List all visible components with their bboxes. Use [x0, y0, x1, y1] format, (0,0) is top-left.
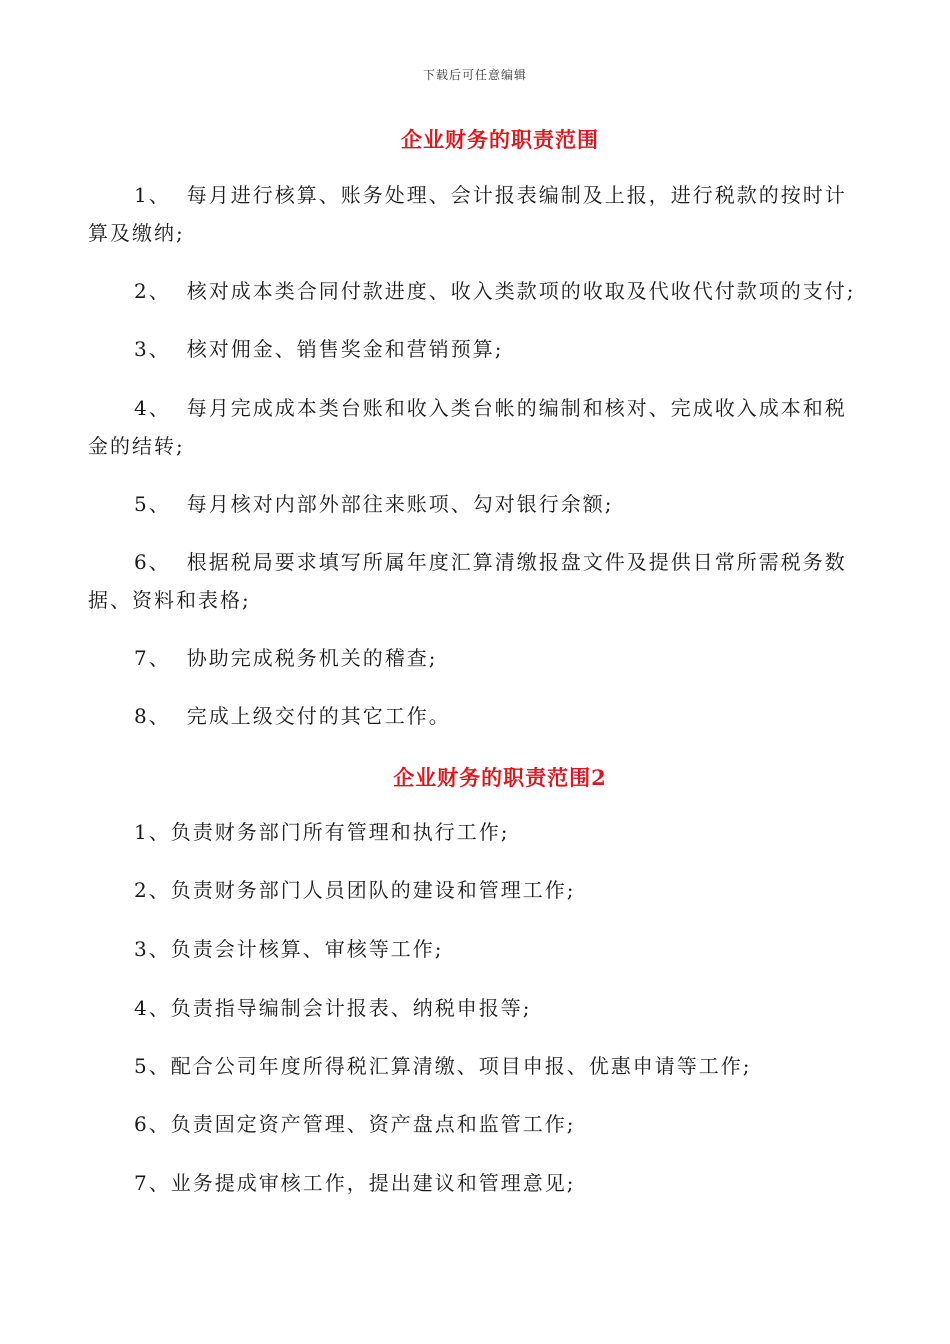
item-text: 每月完成成本类台账和收入类台帐的编制和核对、完成收入成本和税金的结转; — [88, 396, 847, 458]
list-item-1-5 — [88, 485, 868, 523]
item-number: 4、 — [134, 996, 171, 1020]
list-item-1-6 — [88, 543, 868, 619]
item-number: 7、 — [134, 1171, 171, 1195]
list-item-2-5 — [88, 1047, 868, 1085]
header-note: 下载后可任意编辑 — [422, 68, 527, 82]
item-text: 负责指导编制会计报表、纳税申报等; — [170, 996, 532, 1020]
item-number: 8、 — [134, 704, 171, 728]
item-text: 负责财务部门所有管理和执行工作; — [170, 820, 510, 844]
item-number: 6、 — [134, 550, 171, 574]
item-text: 业务提成审核工作，提出建议和管理意见; — [170, 1171, 576, 1195]
item-text: 每月核对内部外部往来账项、勾对银行余额; — [186, 492, 614, 516]
list-item-2-6 — [88, 1105, 868, 1143]
item-number: 1、 — [134, 820, 171, 844]
item-text: 核对成本类合同付款进度、收入类款项的收取及代收代付款项的支付; — [186, 279, 856, 303]
item-text: 核对佣金、销售奖金和营销预算; — [186, 337, 504, 361]
list-item-1-8 — [88, 697, 868, 735]
list-item-1-1 — [88, 176, 868, 252]
list-item-2-2 — [88, 871, 868, 909]
item-number: 1、 — [134, 183, 171, 207]
section-title-1: 企业财务的职责范围 — [401, 127, 599, 152]
list-item-2-4 — [88, 989, 868, 1027]
list-item-1-2 — [88, 272, 868, 310]
list-item-1-7 — [88, 639, 868, 677]
list-item-1-3 — [88, 330, 868, 368]
item-text: 负责固定资产管理、资产盘点和监管工作; — [170, 1112, 576, 1136]
item-text: 配合公司年度所得税汇算清缴、项目申报、优惠申请等工作; — [170, 1054, 752, 1078]
item-number: 2、 — [134, 878, 171, 902]
item-number: 3、 — [134, 337, 171, 361]
item-number: 4、 — [134, 396, 171, 420]
item-number: 3、 — [134, 937, 171, 961]
item-text: 协助完成税务机关的稽查; — [186, 646, 438, 670]
item-text: 每月进行核算、账务处理、会计报表编制及上报，进行税款的按时计算及缴纳; — [88, 183, 847, 245]
list-item-1-4 — [88, 389, 868, 465]
list-item-2-1 — [88, 813, 868, 851]
item-number: 2、 — [134, 279, 171, 303]
item-number: 6、 — [134, 1112, 171, 1136]
list-item-2-7 — [88, 1164, 868, 1202]
item-text: 根据税局要求填写所属年度汇算清缴报盘文件及提供日常所需税务数据、资料和表格; — [88, 550, 847, 612]
item-number: 5、 — [134, 492, 171, 516]
item-text: 完成上级交付的其它工作。 — [186, 704, 451, 728]
item-number: 7、 — [134, 646, 171, 670]
item-text: 负责财务部门人员团队的建设和管理工作; — [170, 878, 576, 902]
list-item-2-3 — [88, 930, 868, 968]
item-text: 负责会计核算、审核等工作; — [170, 937, 444, 961]
section-title-2: 企业财务的职责范围2 — [393, 765, 607, 790]
item-number: 5、 — [134, 1054, 171, 1078]
